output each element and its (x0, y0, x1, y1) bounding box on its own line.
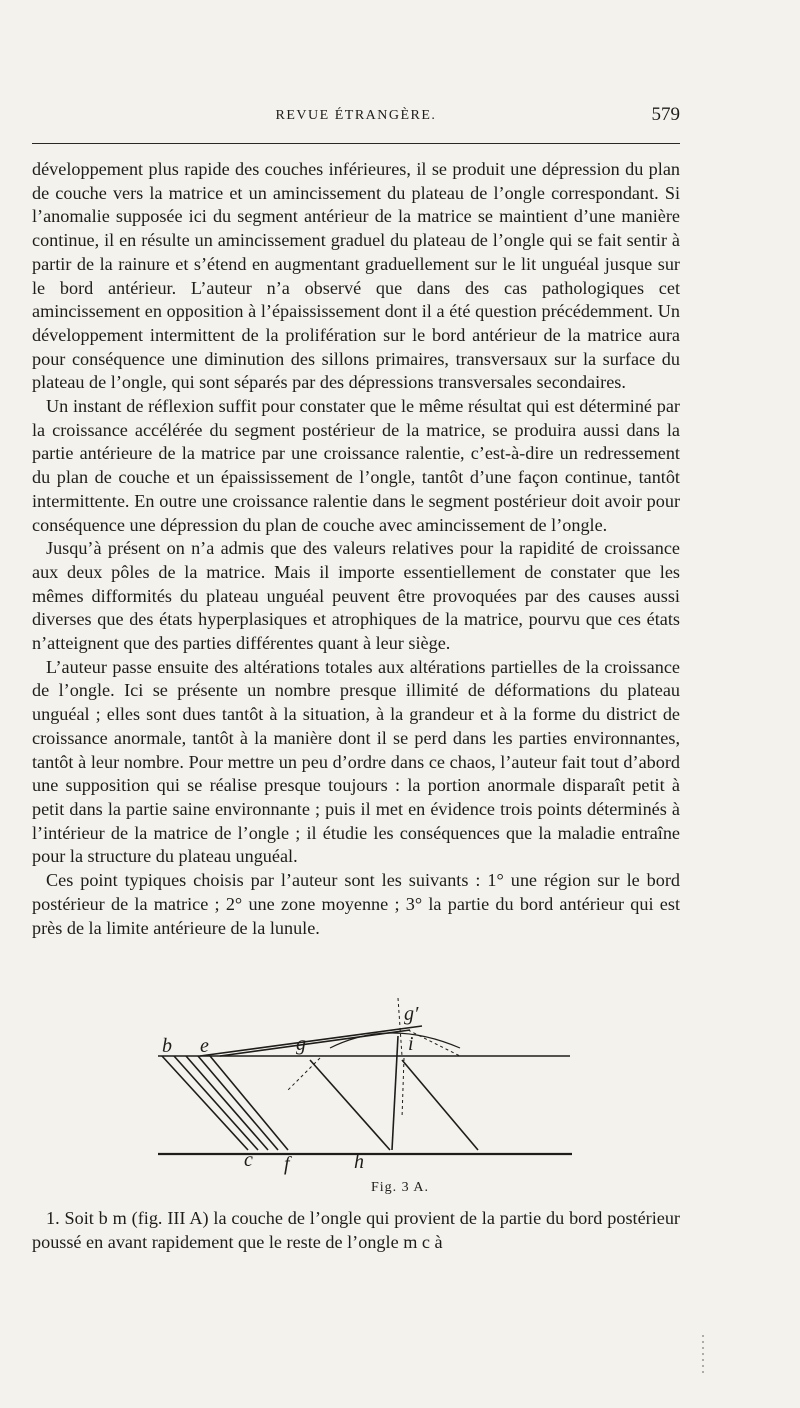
page-number: 579 (651, 104, 680, 125)
label-b: b (162, 1035, 172, 1057)
header-rule (32, 143, 680, 144)
page-header (32, 106, 680, 130)
figure-caption: Fig. 3 A. (370, 1180, 429, 1195)
vertical-line (392, 1036, 398, 1150)
label-h: h (354, 1151, 364, 1173)
nail-diagram (140, 978, 580, 1178)
dashed-line (402, 1058, 404, 1118)
dashed-line (408, 1030, 460, 1056)
diagonal-line (174, 1056, 258, 1150)
paragraph: Jusqu’à présent on n’a admis que des valeurs relatives pour la rapidité de croissance aux deux pôles de la matrice. Mais il importe essentiellement de constater que les mêmes difformités du plateau unguéal peuvent être provoquées par des causes aussi diverses que des états hyperplasiques et atrophiques de la matrice, pourvu que ces états n’atteignent que des parties différentes quant à leur siège. (32, 538, 680, 654)
plane-line (200, 1026, 422, 1056)
paragraph: Un instant de réflexion suffit pour constater que le même résultat qui est déterminé par la croissance accélérée du segment postérieur de la matrice, se produira aussi dans la partie antérieure de la matrice par une croissance ralentie, c’est-à-dire un redressement du plan de couche et un épaississement de l’ongle, tantôt d’une façon continue, tantôt intermittente. En outre une croissance ralentie dans le segment postérieur doit avoir pour conséquence une dépression du plan de couche avec amincissement de l’ongle. (32, 396, 680, 535)
diagonal-line (186, 1056, 268, 1150)
diagonal-line (198, 1056, 278, 1150)
label-c: c (244, 1149, 253, 1171)
dashed-line (288, 1058, 320, 1090)
diagonal-line (210, 1056, 288, 1150)
diagonal-line-g-h (310, 1060, 390, 1150)
paragraph: Ces point typiques choisis par l’auteur sont les suivants : 1° une région sur le bord postérieur de la matrice ; 2° une zone moyenne ; 3° la partie du bord antérieur qui est près de la limite antérieure de la lunule. (32, 870, 680, 938)
figure-3a (140, 978, 580, 1200)
paragraph: 1. Soit b m (fig. III A) la couche de l’ongle qui provient de la partie du bord postérieur poussé en avant rapidement que le reste de l’ongle m c à (32, 1208, 680, 1252)
body-text (32, 158, 680, 940)
margin-mark (700, 1335, 706, 1375)
diagonal-line-i (402, 1060, 478, 1150)
paragraph: L’auteur passe ensuite des altérations totales aux altérations partielles de la croissance de l’ongle. Ici se présente un nombre presque illimité de déformations du plateau unguéal ; elles sont dues tantôt à la situation, à la grandeur et à la forme du district de croissance anormale, tantôt à la manière dont il se perd dans les parties environnantes, tantôt à leur nombre. Pour mettre un peu d’ordre dans ce chaos, l’auteur fait tout d’abord une supposition qui se réalise presque toujours : la portion anormale disparaît petit à petit dans la partie saine environnante ; puis il met en évidence trois points déterminés à l’intérieur de la matrice de l’ongle ; il étudie les conséquences que la maladie entraîne pour la structure du plateau unguéal. (32, 656, 680, 867)
label-g: g (296, 1033, 306, 1055)
diagonal-line (162, 1056, 248, 1150)
label-i: i (408, 1033, 414, 1055)
label-f: f (284, 1153, 290, 1175)
dashed-line (398, 998, 402, 1056)
body-text-bottom (32, 1207, 680, 1254)
label-e: e (200, 1035, 209, 1057)
running-title: REVUE ÉTRANGÈRE. (275, 108, 437, 123)
paragraph: développement plus rapide des couches inférieures, il se produit une dépression du plan de couche vers la matrice et un amincissement du plateau de l’ongle correspondant. Si l’anomalie supposée ici du segment antérieur de la matrice se maintient d’une manière continue, il en résulte un amincissement graduel du plateau de l’ongle qui se fait sentir à partir de la rainure et s’étend en augmentant graduellement sur le lit unguéal jusque sur le bord antérieur. L’auteur n’a observé que dans des cas pathologiques cet amincissement en opposition à l’épaississement dont il a été question précédemment. Un développement intermittent de la prolifération sur le bord antérieur de la matrice aura pour conséquence une diminution des sillons primaires, transversaux sur la surface du plateau de l’ongle, qui sont séparés par des dépressions transversales secondaires. (32, 159, 680, 393)
label-g-prime: g′ (404, 1003, 419, 1025)
